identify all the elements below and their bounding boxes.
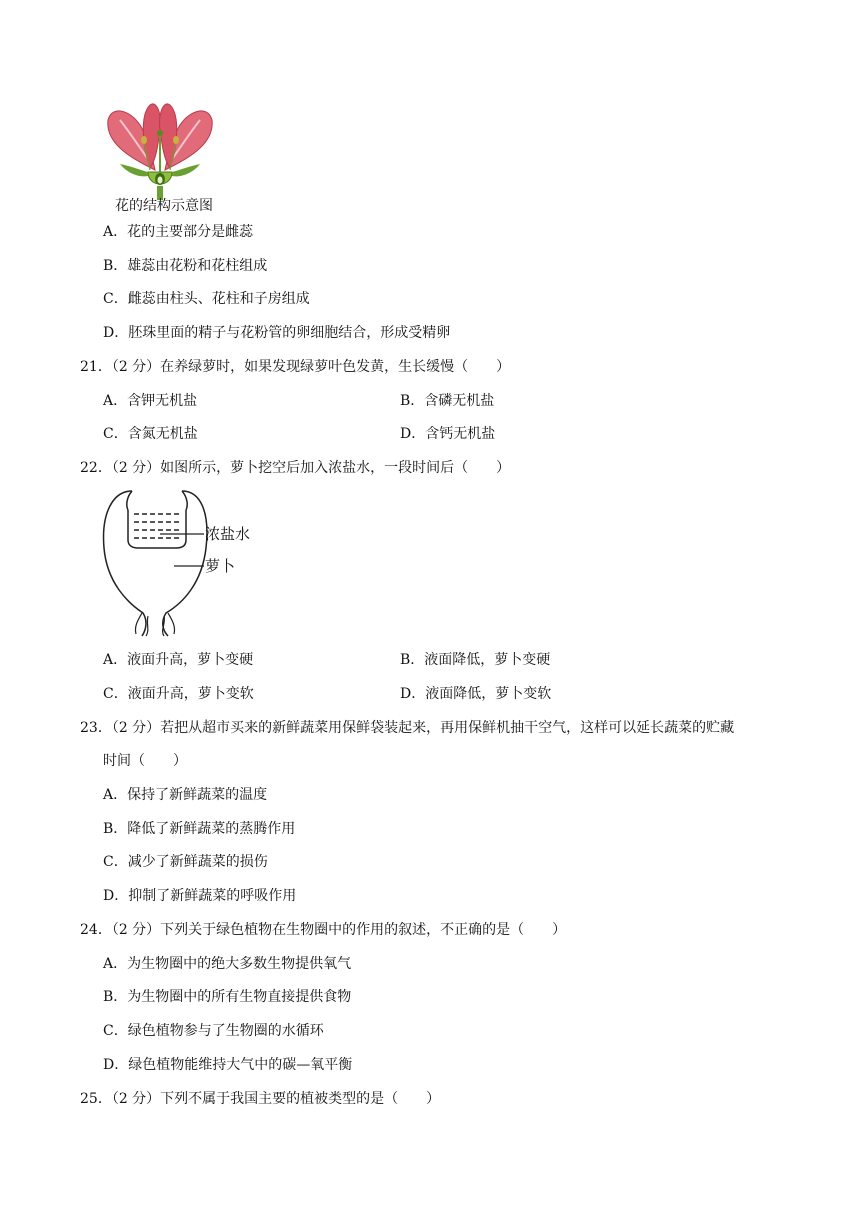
q20-option-d: D．胚珠里面的精子与花粉管的卵细胞结合，形成受精卵 [103,325,451,341]
radish-figure [98,488,268,638]
q22-option-b: B．液面降低，萝卜变硬 [400,652,551,668]
q23-stem-line1: 23．（2 分）若把从超市买来的新鲜蔬菜用保鲜袋装起来，再用保鲜机抽干空气，这样可以延长蔬菜的贮藏 [80,720,735,736]
q21-option-d: D．含钙无机盐 [400,426,496,442]
q24-option-a: A．为生物圈中的绝大多数生物提供氧气 [103,956,352,972]
q24-stem: 24．（2 分）下列关于绿色植物在生物圈中的作用的叙述，不正确的是（ ） [80,922,567,938]
q20-option-b: B．雄蕊由花粉和花柱组成 [103,258,268,274]
q21-option-b: B．含磷无机盐 [400,393,495,409]
q24-option-c: C．绿色植物参与了生物圈的水循环 [103,1023,324,1039]
q20-option-c: C．雌蕊由柱头、花柱和子房组成 [103,291,310,307]
figure-caption: 花的结构示意图 [115,198,213,214]
q21-option-c: C．含氮无机盐 [103,426,198,442]
q21-option-a: A．含钾无机盐 [103,393,198,409]
salt-water-label: 浓盐水 [205,525,251,543]
flower-structure-figure [100,100,220,200]
q23-option-a: A．保持了新鲜蔬菜的温度 [103,787,268,803]
radish-label: 萝卜 [205,557,236,575]
q20-option-a: A．花的主要部分是雌蕊 [103,224,254,240]
q22-option-a: A．液面升高，萝卜变硬 [103,652,254,668]
q25-stem: 25．（2 分）下列不属于我国主要的植被类型的是（ ） [80,1091,441,1107]
q24-option-b: B．为生物圈中的所有生物直接提供食物 [103,989,352,1005]
q22-option-c: C．液面升高，萝卜变软 [103,686,254,702]
q23-option-b: B．降低了新鲜蔬菜的蒸腾作用 [103,821,296,837]
q21-stem: 21．（2 分）在养绿萝时，如果发现绿萝叶色发黄，生长缓慢（ ） [80,359,511,375]
q23-stem-line2: 时间（ ） [103,753,187,769]
q23-option-c: C．减少了新鲜蔬菜的损伤 [103,854,268,870]
q22-option-d: D．液面降低，萝卜变软 [400,686,552,702]
q23-option-d: D．抑制了新鲜蔬菜的呼吸作用 [103,888,297,904]
q24-option-d: D．绿色植物能维持大气中的碳—氧平衡 [103,1057,353,1073]
q22-stem: 22．（2 分）如图所示，萝卜挖空后加入浓盐水，一段时间后（ ） [80,460,511,476]
